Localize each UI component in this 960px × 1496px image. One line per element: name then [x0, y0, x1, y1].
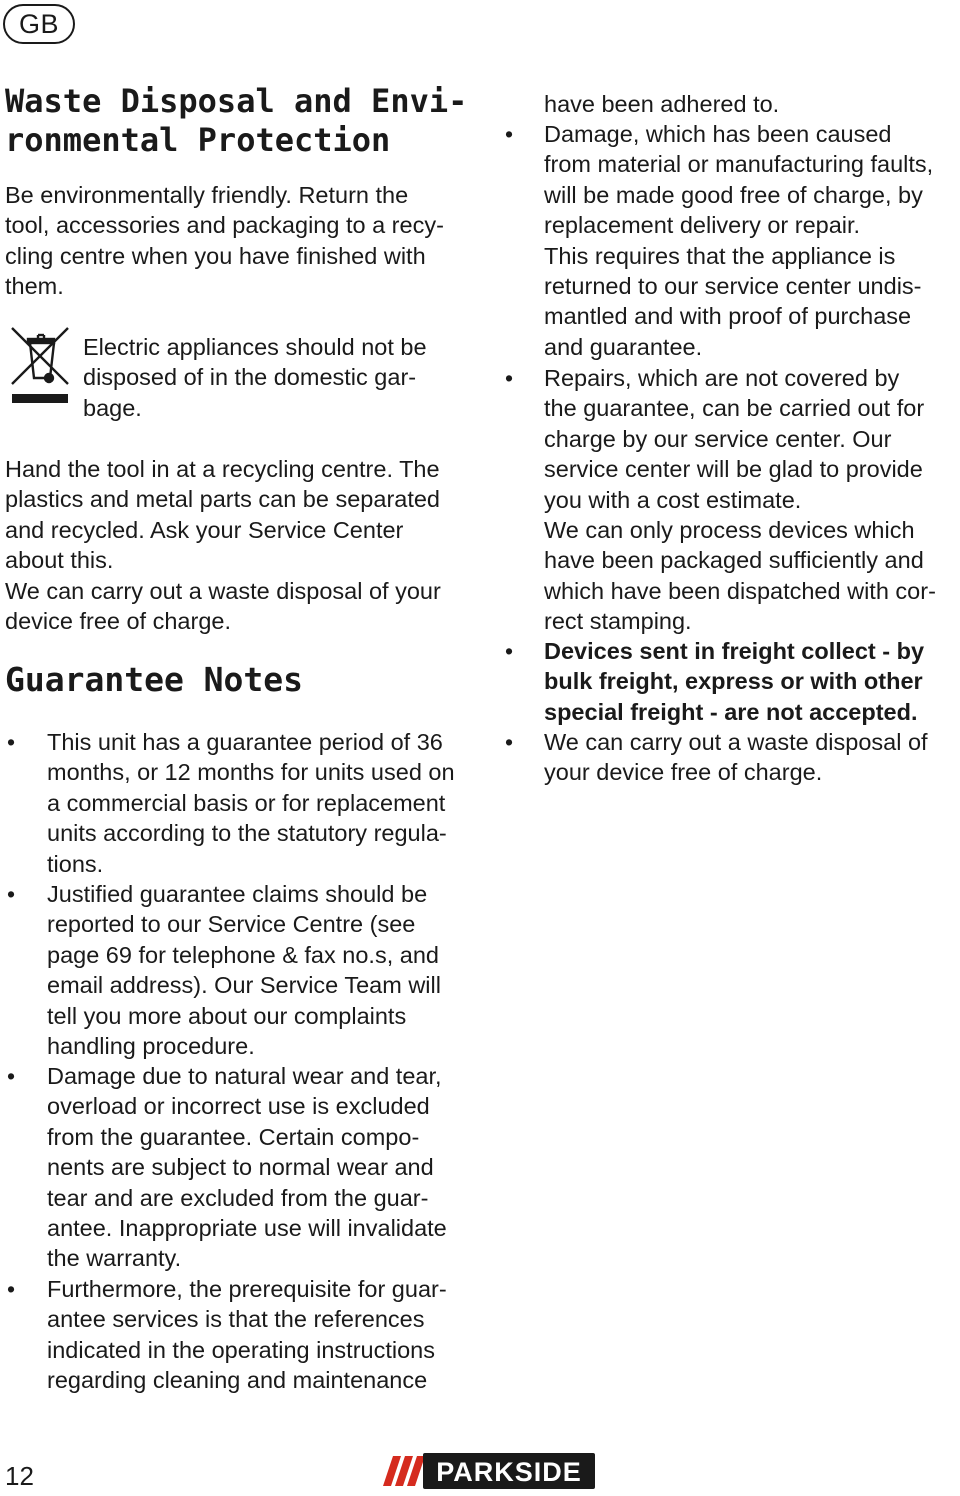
- guarantee-bullet-1: This unit has a guarantee period of 36 months, or 12 months for units used on a commercial basis or for replacement units according to the statutory regula- tions.: [47, 729, 455, 877]
- crossed-out-bin-icon: [10, 326, 72, 408]
- page-number: 12: [5, 1461, 34, 1491]
- bullet-marker: •: [505, 729, 514, 755]
- bullet-marker: •: [7, 881, 16, 907]
- parkside-logo-text: PARKSIDE: [436, 1457, 582, 1487]
- bullet-marker: •: [7, 1276, 16, 1302]
- bullet-marker: •: [7, 729, 16, 755]
- bullet-marker: •: [7, 1063, 16, 1089]
- language-badge: GB: [3, 4, 75, 44]
- guarantee-heading: Guarantee Notes: [5, 660, 304, 699]
- waste-paragraph-2: Hand the tool in at a recycling centre. The plastics and metal parts can be separated and recycled. Ask your Service Center about this.: [5, 456, 441, 574]
- waste-paragraph-1: Be environmentally friendly. Return the tool, accessories and packaging to a recy- cling centre when you have finished with them.: [5, 182, 444, 300]
- parkside-logo: [379, 1450, 597, 1492]
- guarantee-bullet-2: Justified guarantee claims should be reported to our Service Centre (see page 69 for telephone & fax no.s, and email address). Our Service Team will tell you more about our complaints handling procedure.: [47, 881, 441, 1060]
- waste-paragraph-3: We can carry out a waste disposal of your device free of charge.: [5, 578, 441, 635]
- waste-disposal-heading: Waste Disposal and Envi- ronmental Protection: [5, 82, 468, 159]
- bullet-marker: •: [505, 121, 514, 147]
- guarantee-bullet-4: Furthermore, the prerequisite for guar- antee services is that the references indicated in the operating instructions regarding cleaning and maintenance: [47, 1276, 447, 1394]
- guarantee-bullet-3: Damage due to natural wear and tear, overload or incorrect use is excluded from the guarantee. Certain compo- nents are subject to normal wear and tear and are excluded from the guar- antee. Inappropriate use will invalidate the warranty.: [47, 1063, 447, 1272]
- guarantee-bullet-6: Repairs, which are not covered by the guarantee, can be carried out for charge by our service center. Our service center will be glad to provide you with a cost estimate. We can only process devices which have been packaged sufficiently and which have been dispatched with cor- rect stamping.: [544, 365, 936, 635]
- bullet-marker: •: [505, 365, 514, 391]
- weee-note: Electric appliances should not be disposed of in the domestic gar- bage.: [83, 334, 427, 421]
- guarantee-bullet-7: Devices sent in freight collect - by bulk freight, express or with other special freight - are not accepted.: [544, 638, 925, 725]
- bullet-marker: •: [505, 638, 514, 664]
- guarantee-bullet-8: We can carry out a waste disposal of your device free of charge.: [544, 729, 928, 786]
- continued-text: have been adhered to.: [544, 91, 780, 117]
- guarantee-bullet-5: Damage, which has been caused from material or manufacturing faults, will be made good free of charge, by replacement delivery or repair. This requires that the appliance is returned to our service center undis- mantled and with proof of purchase and guarantee.: [544, 121, 934, 360]
